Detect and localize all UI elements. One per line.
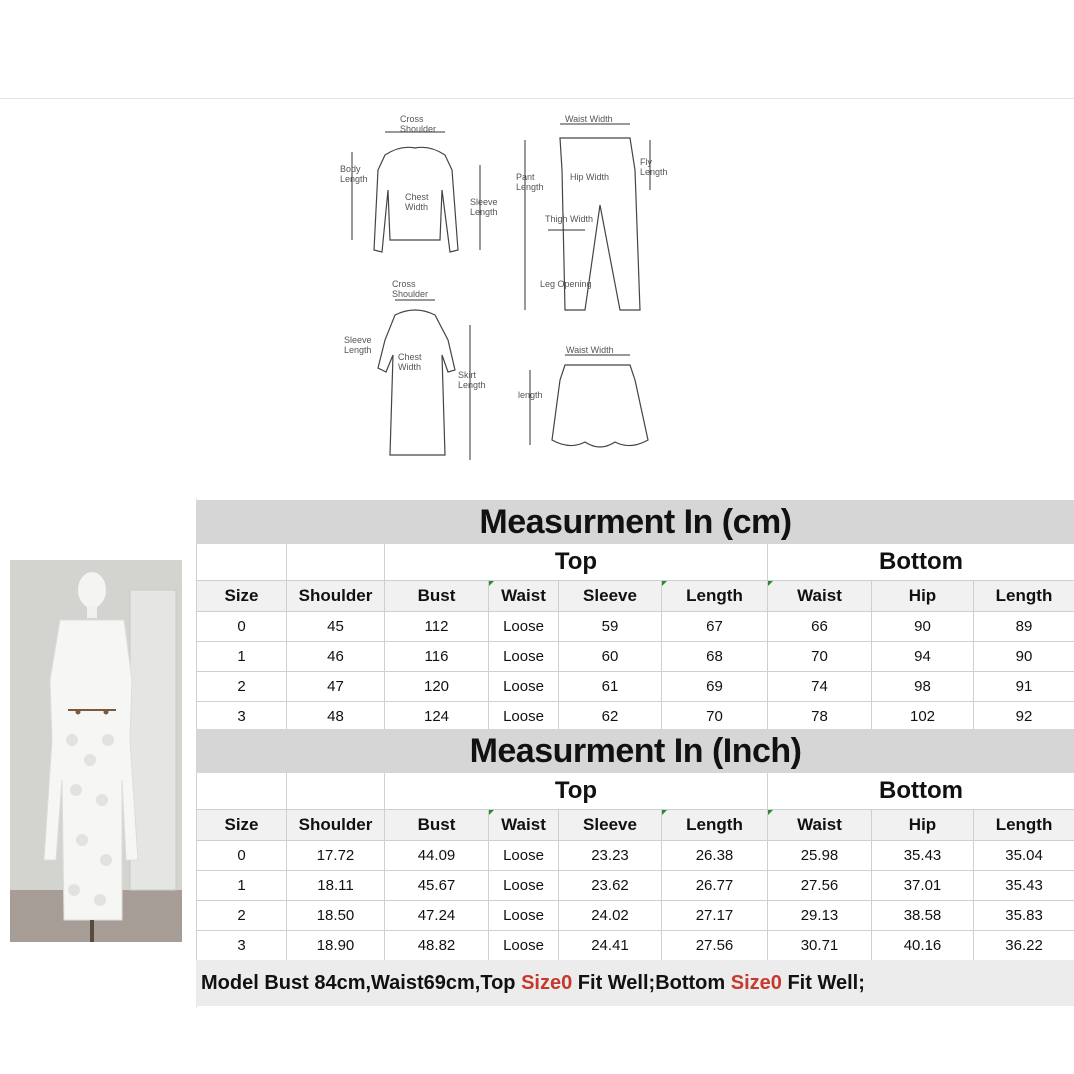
note-text-3: Fit Well; [781,972,865,994]
table-row [197,642,1074,672]
header-size: Size [197,581,287,612]
cell: 66 [768,612,872,642]
group-bottom-label: Bottom [768,544,1074,581]
header-bottom-length: Length [974,810,1074,841]
cell: 70 [662,702,768,732]
cell: 94 [872,642,974,672]
size-table-cm [196,500,1074,732]
cell: 2 [197,901,287,931]
cell: 26.77 [662,871,768,901]
garment-sketches [330,110,690,470]
cell: 90 [974,642,1074,672]
cell: 30.71 [768,931,872,961]
cell: 37.01 [872,871,974,901]
note-text-2: Fit Well;Bottom [572,972,731,994]
label-dress-cross-shoulder-2: Shoulder [392,289,429,299]
cell: 89 [974,612,1074,642]
cell: 47 [287,672,385,702]
cell: 27.17 [662,901,768,931]
table-row [197,871,1074,901]
label-dress-skirt-length-1: Skirt [458,370,476,380]
label-pant-length-1: Pant [516,172,535,182]
table-row [197,901,1074,931]
cell: 36.22 [974,931,1074,961]
cell: 38.58 [872,901,974,931]
cell: 0 [197,612,287,642]
cell: Loose [489,871,559,901]
label-skirt-length: length [518,390,543,400]
cell: 68 [662,642,768,672]
cell: 26.38 [662,841,768,871]
cell: 67 [662,612,768,642]
mannequin-dress-illustration [10,560,182,942]
label-pant-length-2: Length [516,182,544,192]
label-dress-sleeve-length-2: Length [344,345,372,355]
cell: 29.13 [768,901,872,931]
cell: 74 [768,672,872,702]
header-shoulder: Shoulder [287,581,385,612]
cell: 1 [197,642,287,672]
cell: 40.16 [872,931,974,961]
cell: 124 [385,702,489,732]
group-top-label: Top [385,544,768,581]
table-row [197,702,1074,732]
label-pant-hip-width: Hip Width [570,172,610,182]
label-top-body-length-1: Body [340,164,361,174]
cell: 91 [974,672,1074,702]
header-bust: Bust [385,810,489,841]
cell: 45 [287,612,385,642]
cell: 46 [287,642,385,672]
cell: 35.43 [974,871,1074,901]
cell: 116 [385,642,489,672]
label-top-sleeve-length-1: Sleeve [470,197,498,207]
cell: 44.09 [385,841,489,871]
cell: 92 [974,702,1074,732]
header-bottom-length: Length [974,581,1074,612]
skirt-sketch [552,365,648,447]
label-top-chest-width-1: Chest [405,192,429,202]
label-dress-cross-shoulder-1: Cross [392,279,416,289]
model-photo [10,560,182,942]
cell: 59 [559,612,662,642]
cell: 48.82 [385,931,489,961]
cell: 18.50 [287,901,385,931]
label-pant-waist-width: Waist Width [565,114,613,124]
header-hip: Hip [872,810,974,841]
label-pant-fly-length-1: Fly [640,157,652,167]
cell: 24.41 [559,931,662,961]
header-bust: Bust [385,581,489,612]
label-top-cross-shoulder-1: Cross [400,114,424,124]
cell: 23.23 [559,841,662,871]
cell: Loose [489,901,559,931]
cell: Loose [489,612,559,642]
cell: 27.56 [768,871,872,901]
label-dress-skirt-length-2: Length [458,380,486,390]
cell: 60 [559,642,662,672]
label-top-cross-shoulder-2: Shoulder [400,124,437,134]
dress-sketch [378,310,455,455]
table-row [197,931,1074,961]
label-dress-sleeve-length-1: Sleeve [344,335,372,345]
label-skirt-waist-width: Waist Width [566,345,614,355]
label-pant-leg-opening: Leg Opening [540,279,592,289]
cell: 35.43 [872,841,974,871]
header-hip: Hip [872,581,974,612]
note-size-top: Size0 [521,972,573,994]
cell: 18.11 [287,871,385,901]
group-empty-cell [197,544,287,581]
label-dress-chest-width-1: Chest [398,352,422,362]
cell: Loose [489,642,559,672]
cell: 23.62 [559,871,662,901]
header-sleeve: Sleeve [559,581,662,612]
label-top-chest-width-2: Width [405,202,429,212]
cell: 35.04 [974,841,1074,871]
group-empty-cell [287,544,385,581]
label-dress-chest-width-2: Width [398,362,422,372]
cell: 24.02 [559,901,662,931]
cell: 69 [662,672,768,702]
cell: 112 [385,612,489,642]
cell: 45.67 [385,871,489,901]
cell: 17.72 [287,841,385,871]
label-top-sleeve-length-2: Length [470,207,498,217]
cell: Loose [489,702,559,732]
cell: 98 [872,672,974,702]
cell: 48 [287,702,385,732]
header-bottom-waist: Waist [768,581,872,612]
cell: Loose [489,672,559,702]
header-top-waist: Waist [489,581,559,612]
cell: 1 [197,871,287,901]
cell: Loose [489,931,559,961]
cell: 120 [385,672,489,702]
cell: 2 [197,672,287,702]
label-pant-thigh-width: Thigh Width [545,214,594,224]
header-top-length: Length [662,810,768,841]
group-empty-cell [197,773,287,810]
cell: 0 [197,841,287,871]
table-row [197,672,1074,702]
cell: 3 [197,931,287,961]
cell: 3 [197,702,287,732]
group-bottom-label: Bottom [768,773,1074,810]
group-empty-cell [287,773,385,810]
model-fit-note [196,960,1074,1006]
label-top-body-length-2: Length [340,174,368,184]
cell: Loose [489,841,559,871]
header-top-waist: Waist [489,810,559,841]
measurement-diagram [330,110,690,470]
cell: 62 [559,702,662,732]
note-size-bottom: Size0 [730,972,782,994]
cell: 70 [768,642,872,672]
cell: 27.56 [662,931,768,961]
table-title-cm: Measurment In (cm) [197,501,1074,544]
group-top-label: Top [385,773,768,810]
header-shoulder: Shoulder [287,810,385,841]
cell: 102 [872,702,974,732]
table-title-inch: Measurment In (Inch) [197,730,1074,773]
cell: 35.83 [974,901,1074,931]
header-top-length: Length [662,581,768,612]
header-sleeve: Sleeve [559,810,662,841]
note-text-1: Model Bust 84cm,Waist69cm,Top [201,972,522,994]
table-row [197,612,1074,642]
cell: 47.24 [385,901,489,931]
header-size: Size [197,810,287,841]
table-row [197,841,1074,871]
cell: 25.98 [768,841,872,871]
header-bottom-waist: Waist [768,810,872,841]
cell: 78 [768,702,872,732]
size-table-inch [196,729,1074,961]
cell: 90 [872,612,974,642]
cell: 18.90 [287,931,385,961]
label-pant-fly-length-2: Length [640,167,668,177]
cell: 61 [559,672,662,702]
